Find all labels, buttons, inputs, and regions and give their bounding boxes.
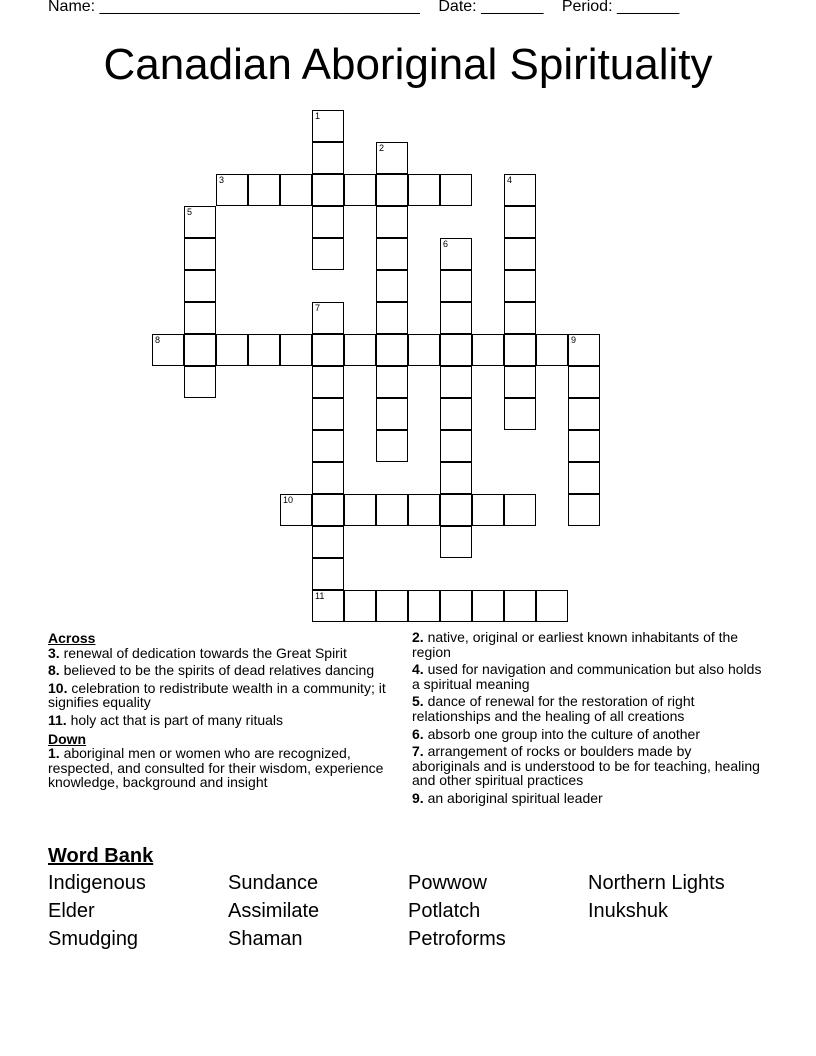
crossword-cell[interactable]: [312, 526, 344, 558]
clue-text: believed to be the spirits of dead relatives dancing: [59, 662, 375, 679]
crossword-cell[interactable]: [536, 334, 568, 366]
crossword-cell[interactable]: [504, 238, 536, 270]
across-clue: [48, 681, 398, 710]
crossword-cell[interactable]: [408, 494, 440, 526]
crossword-cell[interactable]: [376, 334, 408, 366]
clue-text: native, original or earliest known inhabitants of the region: [412, 629, 739, 660]
crossword-cell[interactable]: [536, 590, 568, 622]
clue-number: 2.: [412, 629, 424, 645]
clue-text: used for navigation and communication but also holds a spiritual meaning: [412, 661, 762, 692]
crossword-cell[interactable]: [184, 334, 216, 366]
across-clue: [48, 713, 398, 728]
crossword-cell[interactable]: [376, 590, 408, 622]
crossword-cell[interactable]: [504, 174, 536, 206]
clue-number: 4: [507, 175, 513, 185]
crossword-cell[interactable]: [248, 174, 280, 206]
crossword-cell[interactable]: [312, 206, 344, 238]
word-bank-item: Shaman: [228, 928, 303, 950]
word-bank-item: Northern Lights: [588, 872, 725, 894]
clue-number: 6.: [412, 725, 424, 742]
clues-left-column: [48, 630, 398, 793]
clue-number: 5: [187, 207, 193, 217]
clue-number: 3: [219, 175, 225, 185]
clue-number: 10: [283, 495, 294, 505]
crossword-cell[interactable]: [504, 398, 536, 430]
clue-text: holy act that is part of many rituals: [66, 711, 284, 728]
period-field[interactable]: Period: _______: [561, 0, 680, 15]
crossword-cell[interactable]: [184, 206, 216, 238]
clue-text: aboriginal men or women who are recognized, respected, and consulted for their wisdom, experience knowledge, background and insight: [48, 745, 384, 791]
crossword-cell[interactable]: [376, 366, 408, 398]
crossword-cell[interactable]: [376, 494, 408, 526]
crossword-cell[interactable]: [184, 238, 216, 270]
crossword-cell[interactable]: [216, 174, 248, 206]
crossword-cell[interactable]: [408, 334, 440, 366]
crossword-cell[interactable]: [504, 334, 536, 366]
crossword-cell[interactable]: [440, 174, 472, 206]
crossword-cell[interactable]: [184, 270, 216, 302]
clue-text: arrangement of rocks or boulders made by aboriginals and is understood to be for teaching, healing and other spiritual practices: [412, 743, 760, 789]
across-heading: Across: [48, 630, 96, 646]
name-field[interactable]: Name: ____________________________________: [48, 0, 420, 15]
crossword-cell[interactable]: [472, 590, 504, 622]
crossword-cell[interactable]: [568, 494, 600, 526]
crossword-cell[interactable]: [504, 590, 536, 622]
clue-text: renewal of dedication towards the Great Spirit: [59, 644, 347, 661]
crossword-cell[interactable]: [312, 590, 344, 622]
clue-number: 9.: [412, 789, 424, 806]
clue-number: 1: [315, 111, 321, 121]
crossword-cell[interactable]: [504, 366, 536, 398]
crossword-cell[interactable]: [376, 302, 408, 334]
crossword-cell[interactable]: [568, 366, 600, 398]
crossword-cell[interactable]: [376, 142, 408, 174]
word-bank-item: Potlatch: [408, 900, 481, 922]
crossword-cell[interactable]: [504, 494, 536, 526]
clue-text: celebration to redistribute wealth in a community; it signifies equality: [48, 679, 386, 711]
crossword-cell[interactable]: [312, 430, 344, 462]
crossword-cell[interactable]: [376, 270, 408, 302]
crossword-cell[interactable]: [440, 590, 472, 622]
clue-number: 9: [571, 335, 577, 345]
crossword-cell[interactable]: [440, 494, 472, 526]
crossword-cell[interactable]: [280, 494, 312, 526]
down-clue-list-continued: [412, 630, 762, 806]
down-clue: [412, 744, 762, 788]
crossword-cell[interactable]: [472, 334, 504, 366]
crossword-cell[interactable]: [312, 238, 344, 270]
clue-number: 3.: [48, 644, 60, 661]
crossword-cell[interactable]: [312, 494, 344, 526]
crossword-cell[interactable]: [504, 206, 536, 238]
page-title: Canadian Aboriginal Spirituality: [103, 40, 713, 89]
clue-number: 7: [315, 303, 321, 313]
clue-number: 1.: [48, 745, 60, 762]
across-clue: [48, 646, 398, 661]
crossword-cell[interactable]: [408, 174, 440, 206]
crossword-cell[interactable]: [312, 398, 344, 430]
crossword-cell[interactable]: [312, 142, 344, 174]
across-clue: [48, 663, 398, 678]
crossword-cell[interactable]: [568, 334, 600, 366]
crossword-cell[interactable]: [440, 398, 472, 430]
crossword-cell[interactable]: [440, 366, 472, 398]
clue-number: 11.: [48, 711, 67, 728]
date-field[interactable]: Date: _______: [438, 0, 544, 15]
crossword-cell[interactable]: [312, 558, 344, 590]
crossword-cell[interactable]: [376, 206, 408, 238]
crossword-cell[interactable]: [312, 110, 344, 142]
clue-number: 10.: [48, 679, 68, 696]
word-bank-item: Assimilate: [228, 900, 320, 922]
crossword-cell[interactable]: [440, 238, 472, 270]
crossword-cell[interactable]: [312, 302, 344, 334]
down-clue: [412, 630, 762, 659]
crossword-cell[interactable]: [216, 334, 248, 366]
clue-text: dance of renewal for the restoration of right relationships and the healing of all creations: [412, 693, 695, 724]
clue-text: absorb one group into the culture of another: [423, 725, 700, 742]
clue-number: 5.: [412, 693, 424, 710]
clues-right-column: [412, 630, 762, 809]
word-bank-item: Petroforms: [408, 928, 506, 950]
crossword-cell[interactable]: [440, 430, 472, 462]
crossword-cell[interactable]: [376, 398, 408, 430]
across-clue-list: [48, 646, 398, 728]
crossword-cell[interactable]: [280, 174, 312, 206]
crossword-cell[interactable]: [376, 430, 408, 462]
crossword-cell[interactable]: [440, 526, 472, 558]
crossword-cell[interactable]: [184, 366, 216, 398]
word-bank-item: Powwow: [408, 872, 487, 894]
down-clue: [412, 727, 762, 742]
down-heading: Down: [48, 730, 87, 747]
crossword-cell[interactable]: [344, 334, 376, 366]
down-clue-list: [48, 746, 398, 790]
crossword-cell[interactable]: [344, 590, 376, 622]
word-bank-title: Word Bank: [48, 845, 154, 867]
crossword-cell[interactable]: [568, 398, 600, 430]
clue-number: 7.: [412, 743, 424, 760]
crossword-cell[interactable]: [568, 462, 600, 494]
crossword-cell[interactable]: [312, 366, 344, 398]
clue-number: 4.: [412, 661, 424, 678]
clue-number: 11: [315, 591, 325, 601]
word-bank-item: Sundance: [228, 872, 319, 894]
down-clue: [412, 662, 762, 691]
crossword-cell[interactable]: [440, 462, 472, 494]
crossword-cell[interactable]: [504, 270, 536, 302]
crossword-cell[interactable]: [376, 174, 408, 206]
down-clue: [412, 694, 762, 723]
crossword-cell[interactable]: [440, 302, 472, 334]
clue-number: 8.: [48, 662, 60, 679]
down-clue: [412, 791, 762, 806]
crossword-cell[interactable]: [504, 302, 536, 334]
crossword-cell[interactable]: [408, 590, 440, 622]
crossword-cell[interactable]: [472, 494, 504, 526]
crossword-cell[interactable]: [248, 334, 280, 366]
crossword-cell[interactable]: [184, 302, 216, 334]
down-clue: [48, 746, 398, 790]
clue-number: 6: [443, 239, 449, 249]
clue-number: 2: [379, 143, 385, 153]
crossword-cell[interactable]: [312, 334, 344, 366]
crossword-cell[interactable]: [440, 334, 472, 366]
crossword-cell[interactable]: [344, 174, 376, 206]
crossword-cell[interactable]: [312, 462, 344, 494]
crossword-cell[interactable]: [152, 334, 184, 366]
word-bank-item: Indigenous: [48, 872, 146, 894]
clue-number: 8: [155, 335, 161, 345]
crossword-cell[interactable]: [440, 270, 472, 302]
word-bank-item: Inukshuk: [588, 900, 669, 922]
crossword-cell[interactable]: [344, 494, 376, 526]
crossword-cell[interactable]: [568, 430, 600, 462]
crossword-cell[interactable]: [312, 174, 344, 206]
clue-text: an aboriginal spiritual leader: [423, 789, 603, 806]
crossword-cell[interactable]: [280, 334, 312, 366]
crossword-cell[interactable]: [376, 238, 408, 270]
word-bank-item: Smudging: [48, 928, 139, 950]
word-bank-item: Elder: [48, 900, 95, 922]
